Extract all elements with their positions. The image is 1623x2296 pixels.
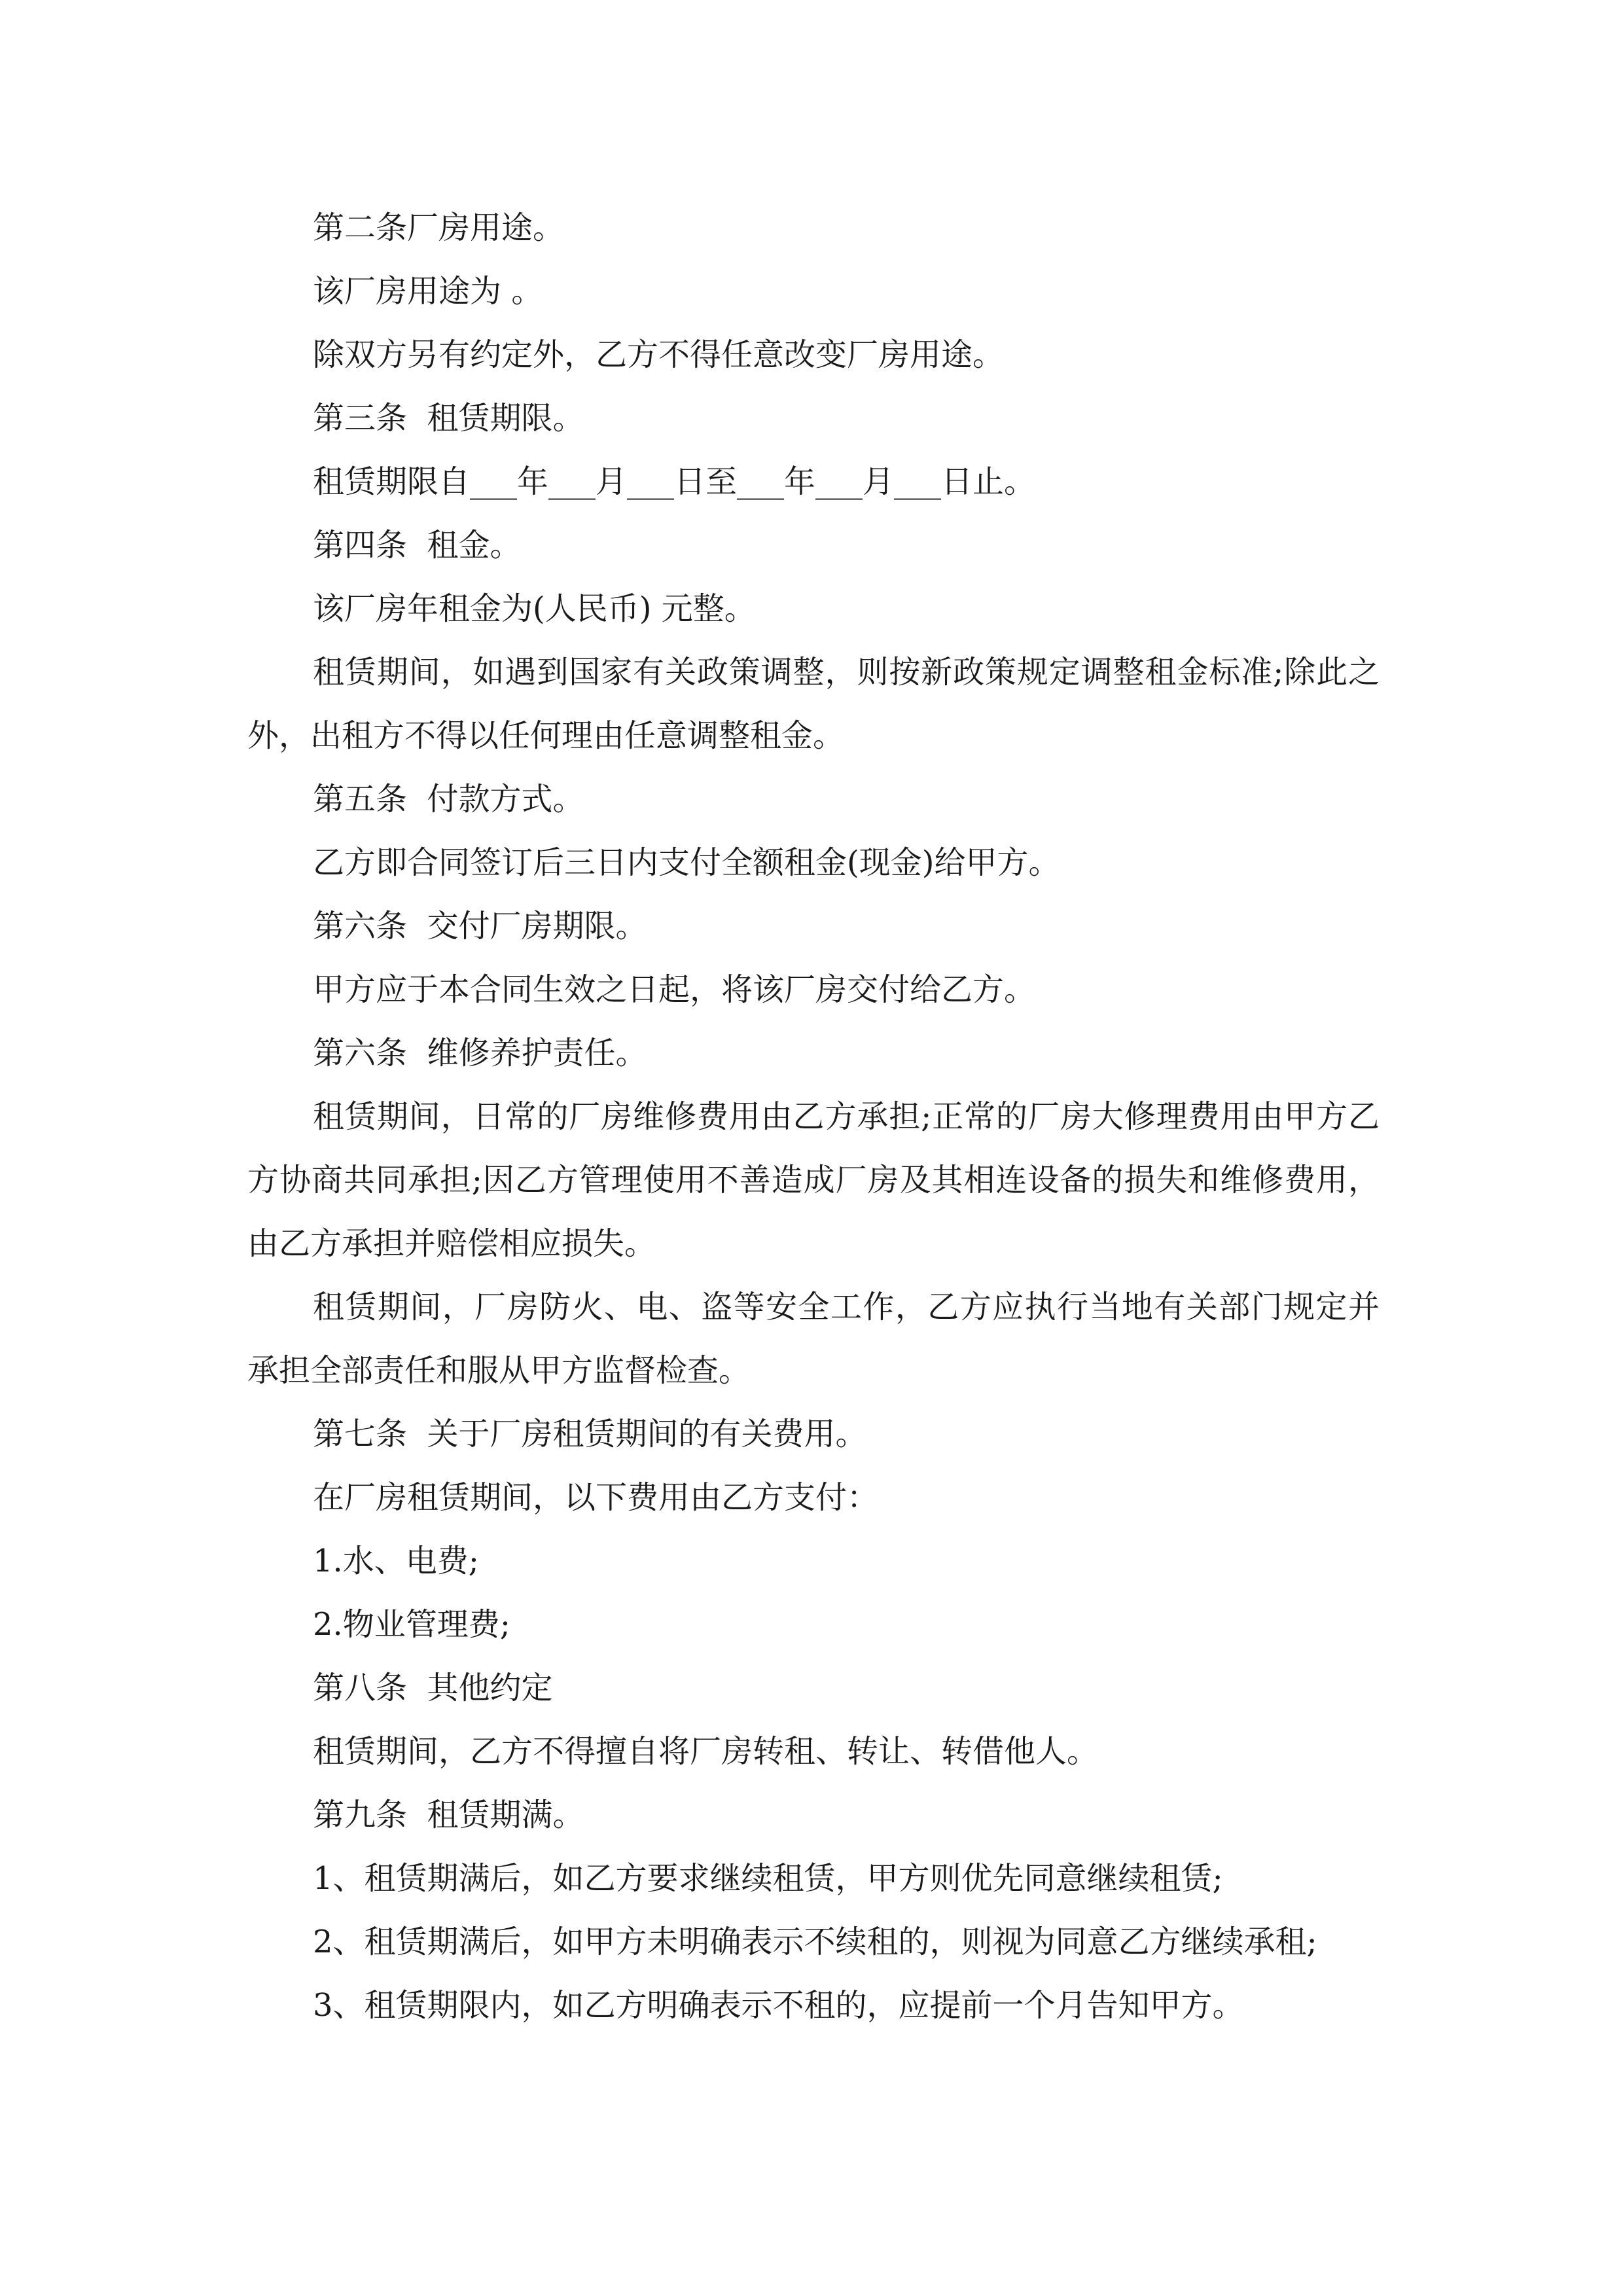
paragraph-payment: 乙方即合同签订后三日内支付全额租金(现金)给甲方。 [313,844,1060,881]
paragraph-usage: 该厂房用途为 。 [313,273,543,310]
paragraph-expiry-item-1: 1、租赁期满后，如乙方要求继续租赁，甲方则优先同意继续租赁; [313,1860,1223,1897]
paragraph-expiry-item-3: 3、租赁期限内，如乙方明确表示不租的，应提前一个月告知甲方。 [313,1987,1244,2024]
paragraph-article-5-title: 第五条 付款方式。 [313,781,584,817]
paragraph-usage-restriction: 除双方另有约定外，乙方不得任意改变厂房用途。 [313,336,1005,373]
paragraph-maintenance: 租赁期间，日常的厂房维修费用由乙方承担;正常的厂房大修理费用由甲方乙方协商共同承担;因乙方管理使用不善造成厂房及其相连设备的损失和维修费用，由乙方承担并赔偿相应损失。 [247,1098,1380,1262]
paragraph-article-3-title: 第三条 租赁期限。 [313,400,584,437]
paragraph-fee-item-1: 1.水、电费; [313,1543,479,1579]
paragraph-lease-term: 租赁期限自___年___月___日至___年___月___日止。 [313,463,1036,500]
paragraph-article-4-title: 第四条 租金。 [313,527,522,564]
paragraph-article-9-title: 第九条 租赁期满。 [313,1797,584,1833]
paragraph-article-6-title: 第六条 交付厂房期限。 [313,908,647,944]
paragraph-rent-adjustment: 租赁期间，如遇到国家有关政策调整，则按新政策规定调整租金标准;除此之外，出租方不得以任何理由任意调整租金。 [247,654,1380,754]
document-body [247,196,1380,2037]
paragraph-article-8-title: 第八条 其他约定 [313,1670,553,1706]
paragraph-delivery: 甲方应于本合同生效之日起，将该厂房交付给乙方。 [313,971,1036,1008]
paragraph-expiry-item-2: 2、租赁期满后，如甲方未明确表示不续租的，则视为同意乙方继续承租; [313,1924,1317,1960]
paragraph-fees-intro: 在厂房租赁期间，以下费用由乙方支付： [313,1479,879,1516]
paragraph-safety: 租赁期间，厂房防火、电、盗等安全工作，乙方应执行当地有关部门规定并承担全部责任和服从甲方监督检查。 [247,1289,1380,1389]
paragraph-article-2-title: 第二条厂房用途。 [313,209,565,246]
paragraph-fee-item-2: 2.物业管理费; [313,1606,510,1643]
paragraph-sublease: 租赁期间，乙方不得擅自将厂房转租、转让、转借他人。 [313,1733,1099,1770]
paragraph-annual-rent: 该厂房年租金为(人民币) 元整。 [313,590,756,627]
paragraph-article-6b-title: 第六条 维修养护责任。 [313,1035,647,1071]
paragraph-article-7-title: 第七条 关于厂房租赁期间的有关费用。 [313,1416,867,1452]
